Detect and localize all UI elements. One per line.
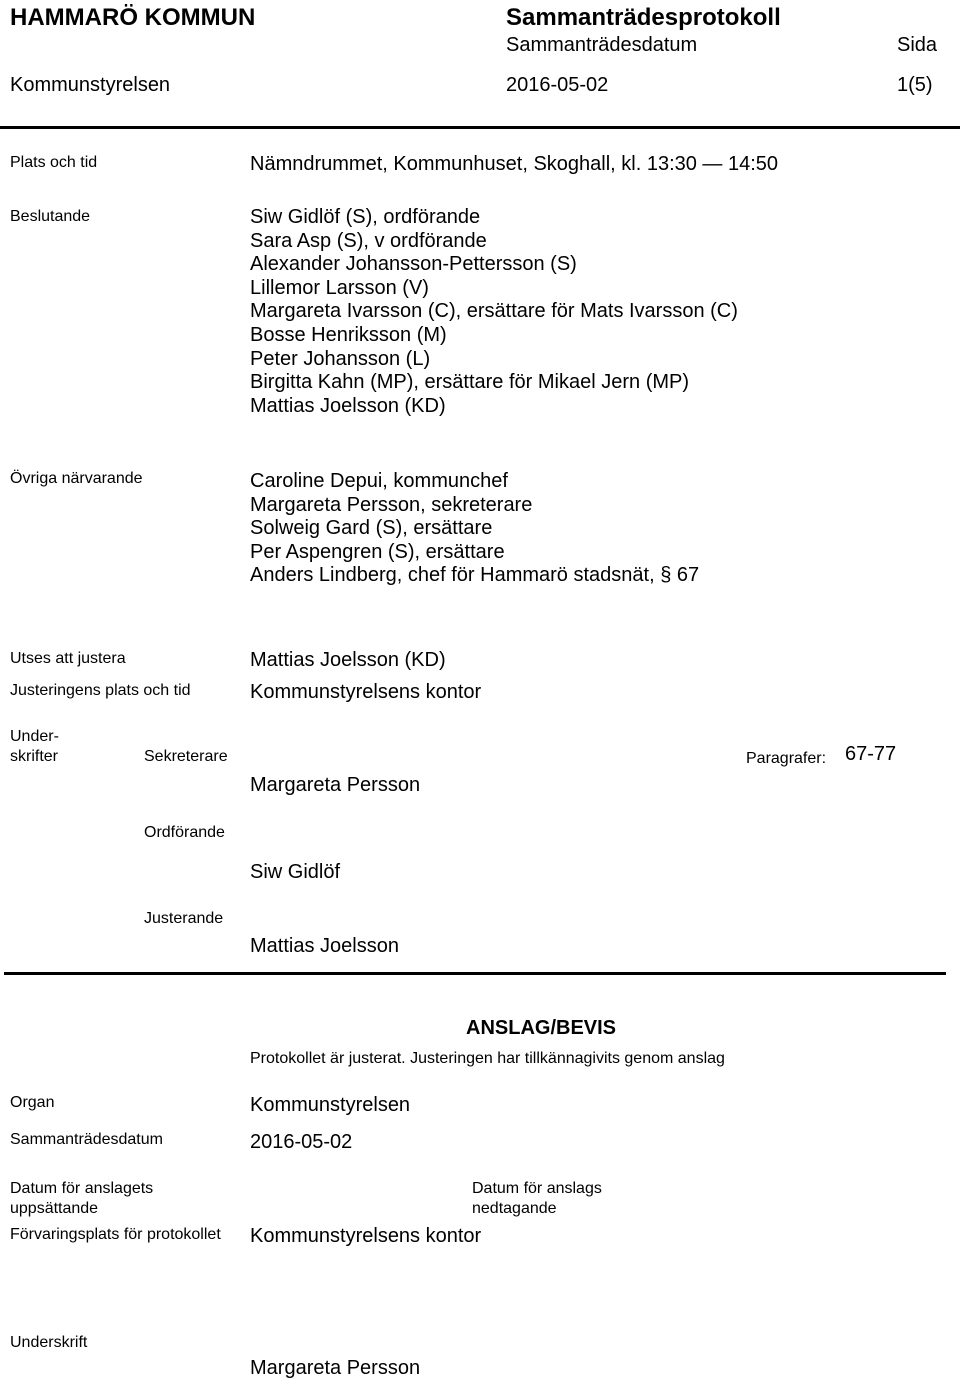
- page-number: 1(5): [897, 74, 933, 96]
- meeting-date-label: Sammanträdesdatum: [506, 34, 698, 56]
- others-list: [250, 470, 699, 588]
- list-item: Mattias Joelsson (KD): [250, 394, 446, 417]
- notice-title: ANSLAG/BEVIS: [466, 1017, 617, 1039]
- secretary-label: Sekreterare: [144, 748, 228, 765]
- storage-label: Förvaringsplats för protokollet: [10, 1226, 221, 1243]
- notice-date-value: 2016-05-02: [250, 1131, 353, 1153]
- organ-label: Organ: [10, 1094, 55, 1111]
- adjuster-value: Mattias Joelsson (KD): [250, 649, 446, 671]
- header-divider: [0, 126, 960, 129]
- list-item: Per Aspengren (S), ersättare: [250, 540, 505, 563]
- list-item: Caroline Depui, kommunchef: [250, 470, 508, 492]
- deciders-label: Beslutande: [10, 208, 91, 225]
- list-item: Siw Gidlöf (S), ordförande: [250, 206, 481, 228]
- adjuster-label: Utses att justera: [10, 650, 126, 667]
- section-divider: [4, 972, 946, 975]
- posted-date-label-line2: uppsättande: [10, 1200, 99, 1217]
- notice-statement: Protokollet är justerat. Justeringen har tillkännagivits genom anslag: [250, 1050, 725, 1067]
- adjust-place-value: Kommunstyrelsens kontor: [250, 681, 482, 703]
- list-item: Sara Asp (S), v ordförande: [250, 229, 487, 252]
- list-item: Margareta Persson, sekreterare: [250, 493, 533, 516]
- signature-label: Underskrift: [10, 1334, 88, 1351]
- others-label: Övriga närvarande: [10, 470, 143, 487]
- adjust-place-label: Justeringens plats och tid: [10, 682, 191, 699]
- signing-adjuster-label: Justerande: [144, 910, 224, 927]
- organization-name: HAMMARÖ KOMMUN: [10, 4, 256, 31]
- signatures-label-line1: Under-: [10, 728, 59, 745]
- signing-adjuster-name: Mattias Joelsson: [250, 935, 399, 957]
- list-item: Bosse Henriksson (M): [250, 323, 447, 346]
- list-item: Lillemor Larsson (V): [250, 276, 429, 299]
- list-item: Peter Johansson (L): [250, 347, 431, 370]
- signature-name: Margareta Persson: [250, 1357, 421, 1379]
- document-type: Sammanträdesprotokoll: [506, 4, 781, 31]
- chair-name: Siw Gidlöf: [250, 861, 341, 883]
- organ-value: Kommunstyrelsen: [250, 1094, 411, 1116]
- committee-name: Kommunstyrelsen: [10, 74, 171, 96]
- posted-date-label-line1: Datum för anslagets: [10, 1180, 154, 1197]
- page-label: Sida: [897, 34, 938, 56]
- secretary-name: Margareta Persson: [250, 774, 421, 796]
- deciders-list: [250, 206, 738, 418]
- storage-value: Kommunstyrelsens kontor: [250, 1225, 482, 1247]
- list-item: Alexander Johansson-Pettersson (S): [250, 253, 577, 276]
- place-label: Plats och tid: [10, 154, 98, 171]
- place-value: Nämndrummet, Kommunhuset, Skoghall, kl. 13:30 — 14:50: [250, 153, 779, 175]
- chair-label: Ordförande: [144, 824, 225, 841]
- list-item: Margareta Ivarsson (C), ersättare för Mats Ivarsson (C): [250, 300, 738, 323]
- removed-date-label-line1: Datum för anslags: [472, 1180, 602, 1197]
- paragraphs-label: Paragrafer:: [746, 750, 827, 767]
- meeting-date: 2016-05-02: [506, 74, 609, 96]
- paragraphs-value: 67-77: [845, 743, 897, 765]
- list-item: Birgitta Kahn (MP), ersättare för Mikael Jern (MP): [250, 371, 690, 394]
- list-item: Solweig Gard (S), ersättare: [250, 517, 493, 540]
- list-item: Anders Lindberg, chef för Hammarö stadsnät, § 67: [250, 564, 700, 587]
- removed-date-label-line2: nedtagande: [472, 1200, 557, 1217]
- notice-date-label: Sammanträdesdatum: [10, 1131, 163, 1148]
- signatures-label-line2: skrifter: [10, 748, 58, 765]
